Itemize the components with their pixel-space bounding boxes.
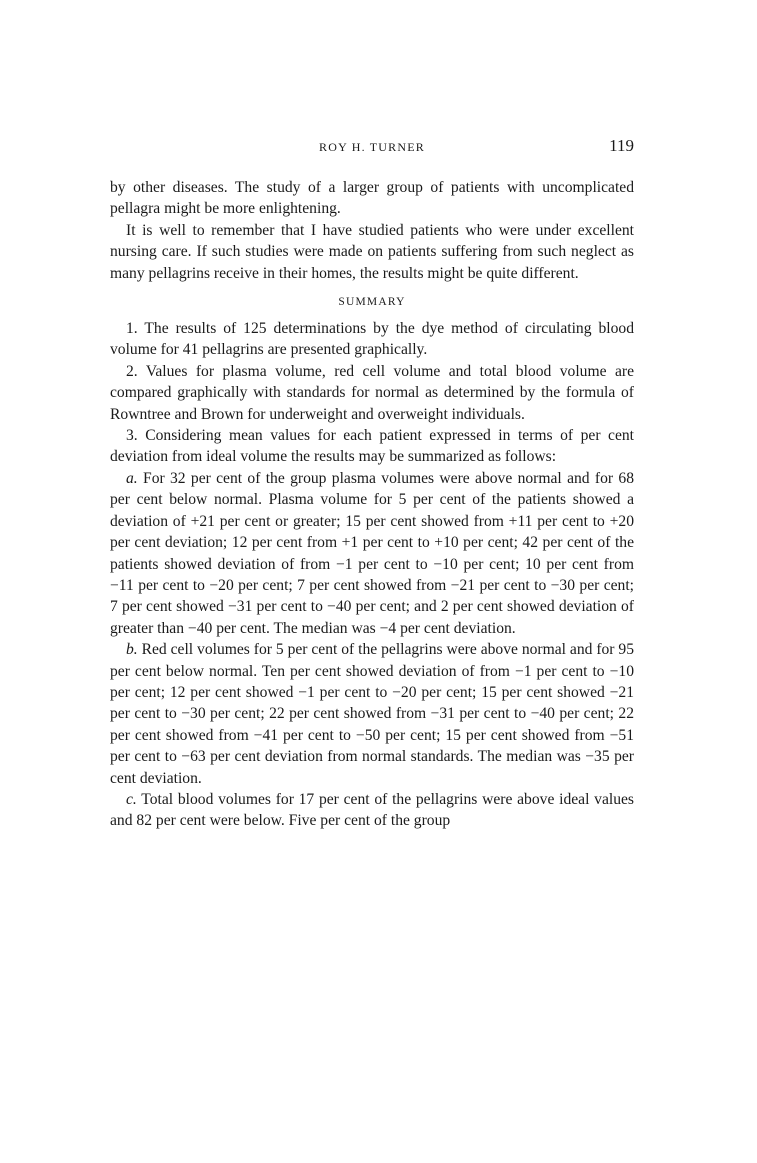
running-title: ROY H. TURNER — [319, 140, 425, 154]
paragraph-continued: by other diseases. The study of a larger group of patients with uncomplicated pellagra might be more enlightening. — [110, 179, 634, 218]
summary-subitem-b — [110, 639, 634, 789]
subitem-b-label: b. — [126, 641, 138, 659]
summary-subitem-a — [110, 468, 634, 639]
summary-item-1: 1. The results of 125 determinations by the dye method of circulating blood volume for 41 pellagrins are presented graphically. — [110, 320, 634, 359]
paragraph-nursing-care: It is well to remember that I have studied patients who were under excellent nursing care. If such studies were made on patients suffering from such neglect as many pellagrins receive in their homes, the results might be quite different. — [110, 221, 634, 282]
page-number: 119 — [609, 136, 634, 155]
summary-item-3: 3. Considering mean values for each patient expressed in terms of per cent deviation from ideal volume the results may be summarized as follows: — [110, 427, 634, 466]
section-heading-summary: SUMMARY — [338, 296, 406, 309]
subitem-a-label: a. — [126, 469, 138, 487]
summary-item-2: 2. Values for plasma volume, red cell volume and total blood volume are compared graphically with standards for normal as determined by the formula of Rowntree and Brown for underweight and overweight individuals. — [110, 362, 634, 423]
subitem-a-text: For 32 per cent of the group plasma volumes were above normal and for 68 per cent below normal. Plasma volume for 5 per cent of the patients showed a deviation of +21 per cent or greater; 15 per cent showed from +11 per cent to +20 per cent deviation; 12 per cent from +1 per cent to +10 per cent; 42 per cent of the patients showed deviation of from −1 per cent to −10 per cent; 10 per cent from −11 per cent to −20 per cent; 7 per cent showed from −21 per cent to −30 per cent; 7 per cent showed −31 per cent to −40 per cent; and 2 per cent showed deviation of greater than −40 per cent. The median was −4 per cent deviation. — [110, 469, 634, 637]
subitem-c-text: Total blood volumes for 17 per cent of the pellagrins were above ideal values and 82 per cent were below. Five per cent of the group — [110, 790, 634, 830]
subitem-c-label: c. — [126, 790, 137, 808]
summary-subitem-c — [110, 789, 634, 832]
subitem-b-text: Red cell volumes for 5 per cent of the pellagrins were above normal and for 95 per cent below normal. Ten per cent showed deviation of from −1 per cent to −10 per cent; 12 per cent showed −1 per cent to −20 per cent; 15 per cent showed −21 per cent to −30 per cent; 22 per cent showed from −31 per cent to −40 per cent; 22 per cent showed from −41 per cent to −50 per cent; 15 per cent showed from −51 per cent to −63 per cent deviation from normal standards. The median was −35 per cent deviation. — [110, 641, 634, 787]
running-head — [110, 136, 634, 162]
paper-page — [110, 136, 634, 832]
